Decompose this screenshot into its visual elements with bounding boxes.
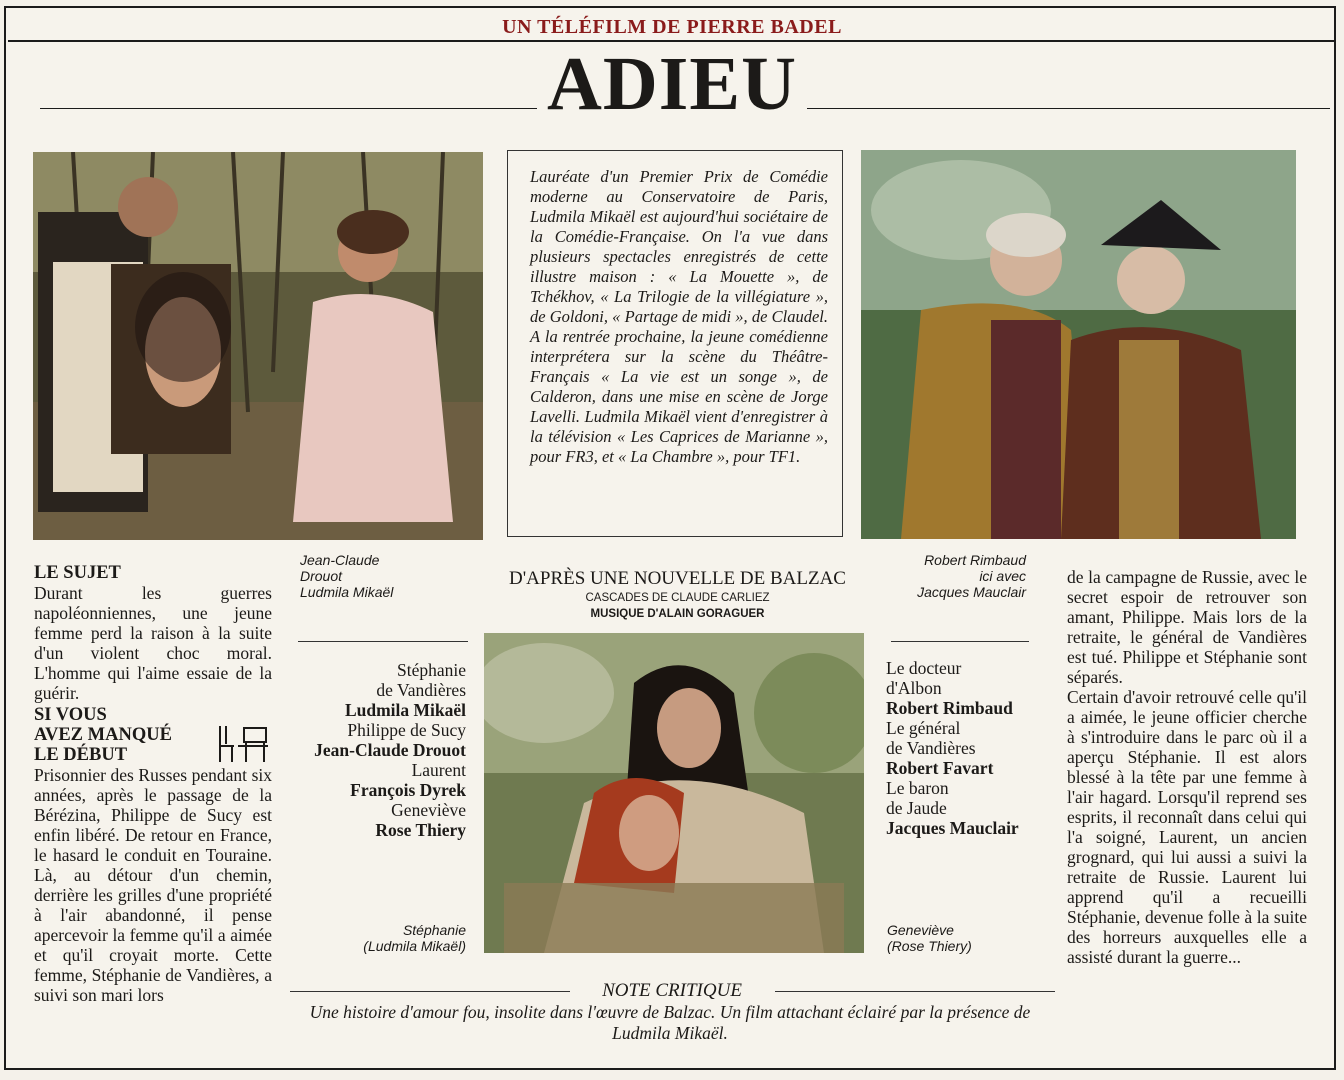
note-text: Une histoire d'amour fou, insolite dans l'œuvre de Balzac. Un film attachant éclairé par la présence de Ludmila Mikaël. <box>309 1002 1031 1043</box>
missed-heading: LE DÉBUT <box>34 745 128 765</box>
photo-two-men <box>861 150 1296 539</box>
cast-role: Laurent <box>411 760 466 780</box>
cast-actor: Jacques Mauclair <box>886 818 1019 838</box>
note-title: NOTE CRITIQUE <box>602 980 742 1001</box>
credits-stunts: CASCADES DE CLAUDE CARLIEZ <box>585 592 770 604</box>
caption-line: (Ludmila Mikaël) <box>363 938 466 954</box>
cast-role: d'Albon <box>886 678 942 698</box>
caption-line: Geneviève <box>887 922 954 938</box>
cast-left <box>290 660 466 840</box>
credits-music: MUSIQUE D'ALAIN GORAGUER <box>590 608 765 620</box>
photo-forest-portrait <box>33 152 483 540</box>
photo-two-women <box>484 633 864 953</box>
right-text-2: Certain d'avoir retrouvé celle qu'il a aimée, le jeune officier cherche à s'introduire dans le parc où il a aperçu Stéphanie. Il est alors blessé à la tête par une femme à l'air hagard. Lorsqu'il reprend ses esprits, il reconnaît dans celui qui l'a soigné, Laurent, un ancien grognard, qui lui aussi a suivi la retraite de Russie. Laurent lui apprend qu'il a recueilli Stéphanie, devenue folle à la suite des horreurs auxquelles elle a assisté durant la guerre... <box>1067 687 1307 967</box>
caption-line: Stéphanie <box>402 922 466 938</box>
caption-photo-3-left <box>330 922 466 954</box>
cast-role: de Jaude <box>886 798 947 818</box>
cast-right <box>886 658 1056 838</box>
cast-role: Le baron <box>886 778 949 798</box>
caption-photo-3-right <box>887 922 1027 954</box>
bio-box <box>507 150 843 537</box>
caption-line: (Rose Thiery) <box>887 938 972 954</box>
cast-actor: François Dyrek <box>350 780 466 800</box>
kicker: UN TÉLÉFILM DE PIERRE BADEL <box>502 16 842 38</box>
bio-text: Lauréate d'un Premier Prix de Comédie moderne au Conservatoire de Paris, Ludmila Mikaël est aujourd'hui sociétaire de la Comédie-Française. On l'a vue dans plusieurs spectacles enregistrés de cette illustre maison : « La Mouette », de Tchékhov, « La Trilogie de la villégiature », de Goldoni, « Partage de midi », de Claudel. A la rentrée prochaine, la jeune comédienne interprétera sur la scène du Théâtre-Français « La vie est un songe », de Calderon, dans une mise en scène de Jorge Lavelli. Ludmila Mikaël vient d'enregistrer à la télévision « Les Caprices de Marianne », pour FR3, et « La Chambre », pour TF1. <box>530 167 828 466</box>
missed-heading: AVEZ MANQUÉ <box>34 725 172 745</box>
caption-line: ici avec <box>979 568 1026 584</box>
cast-role: Stéphanie <box>396 660 466 680</box>
cast-role: de Vandières <box>886 738 976 758</box>
credits-source: D'APRÈS UNE NOUVELLE DE BALZAC <box>509 568 846 589</box>
left-column <box>34 563 272 1005</box>
credits <box>480 568 875 622</box>
subject-heading: LE SUJET <box>34 563 121 583</box>
cast-actor: Jean-Claude Drouot <box>314 740 466 760</box>
caption-line: Drouot <box>300 568 343 584</box>
cast-actor: Rose Thiery <box>375 820 466 840</box>
divider <box>298 641 468 642</box>
cast-actor: Robert Rimbaud <box>886 698 1013 718</box>
missed-heading: SI VOUS <box>34 705 107 725</box>
caption-photo-1 <box>300 552 440 600</box>
page-title <box>0 42 1344 126</box>
title-text: ADIEU <box>537 42 807 126</box>
cast-role: Geneviève <box>391 800 466 820</box>
cast-role: de Vandières <box>376 680 466 700</box>
cast-role: Le docteur <box>886 658 962 678</box>
subject-text: Durant les guerres napoléonniennes, une jeune femme perd la raison à la suite d'un violent choc moral. L'homme qui l'aime essaie de la guérir. <box>34 583 272 703</box>
right-text-1: de la campagne de Russie, avec le secret espoir de retrouver son amant, Philippe. Mais lors de la retraite, le général de Vandières est tué. Philippe et Stéphanie sont séparés. <box>1067 567 1307 687</box>
divider <box>891 641 1029 642</box>
caption-line: Jacques Mauclair <box>917 584 1026 600</box>
cast-role: Le général <box>886 718 961 738</box>
caption-photo-2 <box>880 552 1026 600</box>
caption-line: Jean-Claude <box>300 552 380 568</box>
cast-actor: Robert Favart <box>886 758 994 778</box>
cast-actor: Ludmila Mikaël <box>344 700 466 720</box>
caption-line: Ludmila Mikaël <box>300 584 394 600</box>
right-column <box>1067 567 1307 967</box>
missed-text: Prisonnier des Russes pendant six années, après le passage de la Bérézina, Philippe de Sucy est enfin libéré. De retour en France, le hasard le conduit en Touraine. Là, au détour d'un chemin, derrière les grilles d'une propriété à l'air abandonné, il pense apercevoir la femme qu'il a aimée et qu'il croyait morte. Cette femme, Stéphanie de Vandières, a suivi son mari lors <box>34 765 272 1005</box>
caption-line: Robert Rimbaud <box>924 552 1026 568</box>
cast-role: Philippe de Sucy <box>347 720 466 740</box>
